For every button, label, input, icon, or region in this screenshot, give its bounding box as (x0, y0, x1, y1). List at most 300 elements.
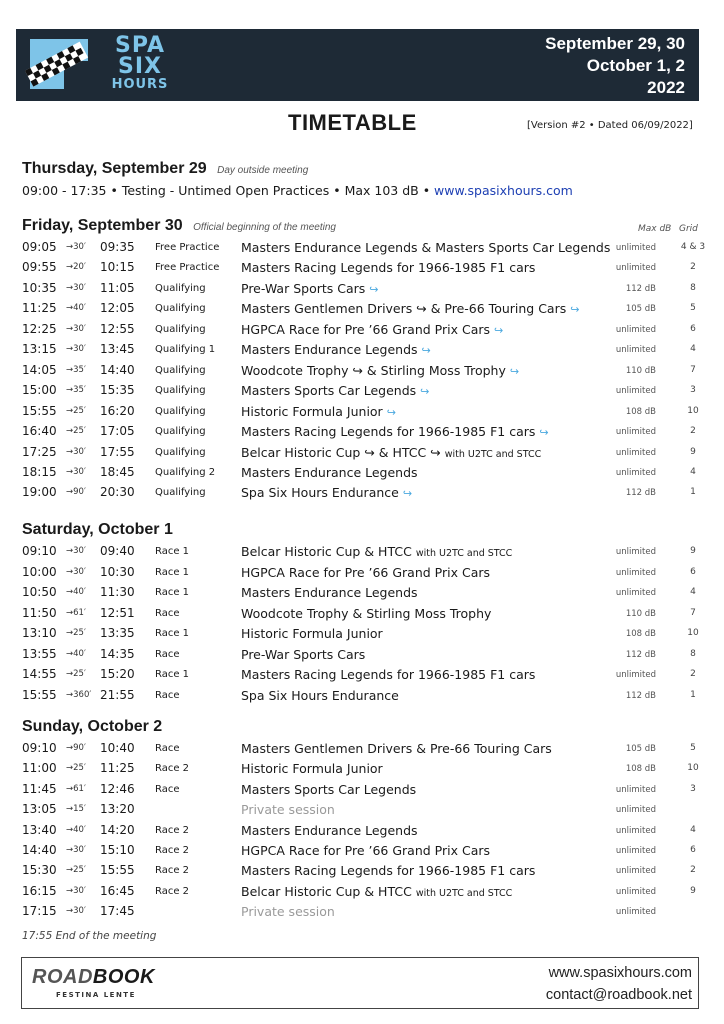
schedule-row (0, 782, 724, 802)
event-subtitle: with U2TC and STCC (444, 448, 542, 460)
event-name (241, 240, 610, 255)
session-type: Race 1 (155, 546, 190, 557)
day-name: Sunday, October 2 (22, 718, 163, 735)
session-type: Race 1 (155, 669, 190, 680)
event-name (241, 585, 418, 600)
start-time: 14:40 (22, 843, 57, 857)
session-type: Qualifying (155, 426, 206, 438)
grid-number: 6 (690, 323, 696, 334)
event-name (241, 465, 418, 480)
details-arrow-icon[interactable]: ↪ (509, 364, 520, 378)
version-note: [Version #2 • Dated 06/09/2022] (527, 120, 693, 131)
start-time: 11:00 (22, 761, 57, 776)
details-arrow-icon[interactable]: ↪ (539, 426, 549, 440)
event-title: Spa Six Hours Endurance (241, 485, 399, 501)
max-db: unlimited (615, 886, 656, 897)
duration: →30′ (66, 446, 86, 457)
end-time: 18:45 (100, 464, 135, 479)
roadbook-logo (32, 966, 155, 989)
logo-line-3: HOURS (111, 77, 169, 92)
end-time: 21:55 (100, 687, 135, 702)
website-link[interactable]: www.spasixhours.com (434, 183, 573, 198)
max-db: unlimited (615, 866, 656, 877)
event-name (241, 485, 412, 500)
thursday-info-text: 09:00 - 17:35 • Testing - Untimed Open Practices • Max 103 dB • (22, 183, 435, 198)
event-name (241, 544, 512, 559)
grid-number: 1 (690, 689, 696, 700)
session-type: Qualifying (155, 323, 206, 335)
day-note: Official beginning of the meeting (193, 222, 336, 233)
duration: →35′ (66, 364, 86, 375)
grid-number: 10 (687, 763, 699, 774)
max-db: unlimited (615, 588, 656, 598)
duration: →61′ (66, 783, 86, 794)
roadbook-logo-prefix: ROAD (32, 966, 93, 988)
event-name (241, 904, 335, 919)
grid-number: 6 (690, 566, 696, 577)
event-name (241, 667, 535, 682)
end-time: 13:45 (100, 342, 135, 357)
session-type: Qualifying (155, 405, 206, 417)
start-time: 15:55 (22, 687, 57, 702)
grid-number: 2 (690, 262, 696, 273)
event-name (241, 281, 379, 296)
event-name (241, 363, 519, 378)
duration: →25′ (66, 426, 86, 437)
end-time: 13:20 (100, 802, 135, 817)
end-time: 15:55 (100, 863, 135, 878)
start-time: 15:30 (22, 863, 57, 878)
footer-website-link[interactable]: www.spasixhours.com (548, 965, 692, 981)
event-name (241, 301, 579, 316)
session-type: Qualifying (155, 282, 206, 294)
grid-number: 4 (690, 824, 696, 835)
event-dates (545, 33, 685, 99)
header-banner (16, 29, 699, 101)
max-db: 108 dB (625, 764, 656, 775)
grid-number: 4 (690, 466, 696, 477)
session-type: Race 2 (155, 845, 190, 856)
logo-line-2: SIX (118, 54, 162, 79)
schedule-row (0, 544, 724, 564)
duration: →25′ (66, 763, 86, 774)
end-time: 14:20 (100, 822, 135, 837)
session-type: Qualifying (155, 446, 206, 458)
session-type: Qualifying 1 (155, 344, 216, 356)
end-time: 09:40 (100, 544, 135, 558)
max-db: 108 dB (625, 629, 656, 639)
session-type: Race 1 (155, 566, 190, 578)
max-db: unlimited (615, 567, 656, 578)
end-time: 12:46 (100, 781, 135, 796)
event-title: HGPCA Race for Pre ’66 Grand Prix Cars (241, 843, 490, 858)
grid-number: 2 (690, 669, 696, 679)
max-db: 112 dB (625, 488, 656, 499)
max-db: unlimited (615, 670, 656, 680)
event-name (241, 383, 429, 398)
schedule-row (0, 301, 724, 321)
start-time: 14:55 (22, 667, 57, 681)
event-name (241, 863, 535, 878)
event-title: Spa Six Hours Endurance (241, 687, 399, 703)
end-time: 10:30 (100, 564, 135, 579)
start-time: 13:40 (22, 822, 57, 837)
max-db: unlimited (615, 243, 656, 253)
grid-number: 8 (690, 282, 696, 293)
session-type: Race 2 (155, 885, 190, 897)
grid-number: 2 (690, 865, 696, 876)
max-db: unlimited (615, 427, 656, 438)
event-title: Masters Sports Car Legends (241, 383, 417, 399)
schedule-row (0, 260, 724, 280)
start-time: 13:55 (22, 646, 57, 661)
duration: →30′ (66, 566, 86, 577)
schedule-row (0, 741, 724, 761)
day-name: Saturday, October 1 (22, 521, 173, 538)
grid-number: 5 (690, 743, 696, 753)
end-time: 11:05 (100, 280, 135, 295)
end-time: 12:55 (100, 321, 135, 336)
logo-wordmark (100, 33, 180, 97)
max-db: 110 dB (625, 608, 656, 619)
event-name (241, 342, 431, 357)
session-type: Race (155, 783, 180, 795)
schedule-row (0, 802, 724, 822)
max-db: unlimited (615, 805, 656, 816)
duration: →30′ (66, 906, 86, 917)
max-db: unlimited (615, 907, 656, 918)
session-type: Race 2 (155, 865, 190, 877)
grid-number: 3 (690, 385, 696, 396)
event-title: Masters Endurance Legends (241, 585, 418, 600)
schedule-row (0, 606, 724, 626)
duration: →15′ (66, 804, 86, 815)
end-time: 10:40 (100, 741, 135, 755)
event-title: Woodcote Trophy ↪ & Stirling Moss Trophy (241, 362, 506, 378)
session-type: Race (155, 689, 180, 701)
max-db: 112 dB (625, 690, 656, 701)
grid-number: 4 (690, 587, 696, 597)
session-type: Race 2 (155, 763, 190, 775)
schedule-row (0, 565, 724, 585)
schedule-row (0, 761, 724, 781)
schedule-row (0, 445, 724, 465)
day-heading-sunday (22, 718, 162, 736)
event-name (241, 565, 490, 580)
footer-email-link[interactable]: contact@roadbook.net (545, 987, 692, 1003)
session-type: Race (155, 648, 180, 660)
grid-number: 9 (690, 885, 696, 896)
start-time: 18:15 (22, 464, 57, 479)
schedule-row (0, 465, 724, 485)
checkered-flag-icon (20, 35, 94, 93)
schedule-row (0, 626, 724, 646)
max-db: 112 dB (625, 649, 656, 660)
session-type: Qualifying 2 (155, 466, 216, 478)
session-type: Race 2 (155, 824, 190, 836)
start-time: 15:55 (22, 403, 57, 418)
details-arrow-icon[interactable]: ↪ (369, 282, 379, 296)
grid-number: 6 (690, 845, 696, 855)
event-name (241, 843, 490, 858)
day-heading-thursday (22, 160, 308, 178)
duration: →61′ (66, 607, 86, 618)
day-name: Thursday, September 29 (22, 160, 207, 177)
duration: →40′ (66, 648, 86, 659)
grid-number: 7 (690, 607, 696, 618)
start-time: 17:15 (22, 904, 57, 919)
end-time: 15:35 (100, 383, 135, 398)
event-subtitle: with U2TC and STCC (415, 887, 513, 899)
duration: →20′ (66, 262, 86, 273)
duration: →35′ (66, 385, 86, 396)
roadbook-tagline: FESTINA LENTE (56, 991, 136, 999)
schedule-row (0, 863, 724, 883)
event-title: Masters Gentlemen Drivers ↪ & Pre-66 Touring Cars (241, 301, 567, 317)
event-name (241, 260, 535, 275)
event-name (241, 322, 503, 337)
max-db: unlimited (615, 447, 656, 458)
schedule-row (0, 485, 724, 505)
roadbook-logo-suffix: BOOK (92, 966, 155, 988)
schedule-row (0, 843, 724, 863)
start-time: 09:10 (22, 544, 57, 558)
event-name (241, 802, 335, 817)
start-time: 11:25 (22, 301, 57, 316)
start-time: 13:05 (22, 802, 57, 817)
duration: →90′ (66, 487, 86, 498)
event-title: Belcar Historic Cup & HTCC (241, 883, 412, 899)
session-type: Race 1 (155, 628, 190, 639)
event-title: HGPCA Race for Pre ’66 Grand Prix Cars (241, 321, 490, 337)
end-time: 17:55 (100, 444, 135, 459)
details-arrow-icon[interactable]: ↪ (421, 344, 431, 358)
event-title: Private session (241, 904, 335, 920)
page-title: TIMETABLE (288, 110, 417, 135)
start-time: 14:05 (22, 362, 57, 377)
event-title: Pre-War Sports Cars (241, 280, 366, 296)
duration: →90′ (66, 743, 86, 753)
session-type: Qualifying (155, 364, 206, 376)
duration: →40′ (66, 303, 86, 314)
max-db: unlimited (615, 784, 656, 795)
start-time: 09:10 (22, 741, 57, 755)
end-of-meeting-note: 17:55 End of the meeting (22, 930, 157, 942)
column-header-grid: Grid (679, 224, 698, 234)
duration: →360′ (66, 689, 92, 700)
schedule-row (0, 647, 724, 667)
start-time: 16:40 (22, 424, 57, 439)
grid-number: 4 (690, 344, 696, 355)
event-title: Woodcote Trophy & Stirling Moss Trophy (241, 605, 492, 621)
event-title: HGPCA Race for Pre ’66 Grand Prix Cars (241, 564, 490, 580)
schedule-row (0, 585, 724, 605)
end-time: 16:45 (100, 883, 135, 898)
session-type: Race 1 (155, 587, 190, 598)
end-time: 17:45 (100, 904, 135, 919)
start-time: 13:15 (22, 342, 57, 357)
start-time: 09:05 (22, 240, 57, 254)
max-db: unlimited (615, 263, 656, 274)
session-type: Race (155, 607, 180, 619)
grid-number: 3 (690, 783, 696, 794)
start-time: 10:50 (22, 585, 57, 599)
event-name (241, 884, 512, 899)
schedule-row (0, 240, 724, 260)
schedule-row (0, 342, 724, 362)
duration: →40′ (66, 587, 86, 597)
day-name: Friday, September 30 (22, 217, 183, 234)
end-time: 15:10 (100, 843, 135, 857)
date-line-3: 2022 (647, 78, 685, 97)
start-time: 16:15 (22, 883, 57, 898)
event-name (241, 626, 383, 641)
date-line-1: September 29, 30 (545, 34, 685, 53)
end-time: 17:05 (100, 424, 135, 439)
event-title: Historic Formula Junior (241, 761, 383, 777)
schedule-row (0, 823, 724, 843)
end-time: 14:35 (100, 646, 135, 661)
event-title: Pre-War Sports Cars (241, 646, 366, 662)
event-title: Masters Endurance Legends (241, 822, 418, 838)
max-db: 105 dB (625, 304, 656, 315)
max-db: unlimited (615, 547, 656, 557)
max-db: unlimited (615, 467, 656, 478)
end-time: 11:25 (100, 761, 135, 776)
details-arrow-icon[interactable]: ↪ (402, 487, 413, 501)
event-name (241, 688, 399, 703)
duration: →25′ (66, 865, 86, 876)
start-time: 17:25 (22, 444, 57, 459)
event-title: Belcar Historic Cup & HTCC (241, 544, 412, 559)
grid-number: 10 (687, 628, 699, 638)
grid-number: 1 (690, 487, 696, 498)
schedule-row (0, 383, 724, 403)
spa-six-hours-logo (20, 33, 180, 97)
event-name (241, 424, 549, 439)
duration: →30′ (66, 845, 86, 855)
duration: →25′ (66, 405, 86, 416)
grid-number: 2 (690, 426, 696, 437)
event-title: Masters Endurance Legends (241, 342, 418, 358)
day-note: Day outside meeting (217, 165, 309, 176)
event-title: Masters Racing Legends for 1966-1985 F1 cars (241, 863, 536, 879)
event-title: Private session (241, 802, 335, 818)
start-time: 12:25 (22, 321, 57, 336)
max-db: unlimited (615, 846, 656, 856)
grid-number: 10 (687, 405, 699, 416)
schedule-row (0, 424, 724, 444)
event-name (241, 823, 418, 838)
event-name (241, 445, 541, 460)
schedule-row (0, 322, 724, 342)
duration: →25′ (66, 669, 86, 679)
event-name (241, 606, 491, 621)
max-db: unlimited (615, 345, 656, 356)
event-name (241, 404, 396, 419)
end-time: 11:30 (100, 585, 135, 599)
schedule-row (0, 363, 724, 383)
event-name (241, 782, 416, 797)
event-title: Historic Formula Junior (241, 403, 383, 419)
duration: →25′ (66, 628, 86, 638)
details-arrow-icon[interactable]: ↪ (570, 303, 580, 317)
schedule-row (0, 667, 724, 687)
day-heading-friday (22, 217, 336, 235)
session-type: Qualifying (155, 487, 206, 499)
max-db: unlimited (615, 825, 656, 836)
max-db: 110 dB (625, 365, 656, 376)
start-time: 10:35 (22, 280, 57, 295)
max-db: unlimited (615, 324, 656, 335)
details-arrow-icon[interactable]: ↪ (420, 385, 430, 399)
start-time: 11:45 (22, 781, 57, 796)
logo-line-1: SPA (115, 33, 165, 58)
event-title: Masters Sports Car Legends (241, 781, 417, 797)
end-time: 15:20 (100, 667, 135, 681)
schedule-row (0, 281, 724, 301)
duration: →30′ (66, 344, 86, 355)
event-title: Masters Endurance Legends (241, 464, 418, 480)
duration: →30′ (66, 323, 86, 334)
event-name (241, 741, 552, 756)
start-time: 11:50 (22, 605, 57, 620)
footer-box (21, 957, 699, 1009)
day-heading-saturday (22, 521, 173, 539)
end-time: 16:20 (100, 403, 135, 418)
session-type: Free Practice (155, 262, 220, 274)
end-time: 14:40 (100, 362, 135, 377)
duration: →40′ (66, 824, 86, 835)
schedule-row (0, 904, 724, 924)
details-arrow-icon[interactable]: ↪ (493, 323, 504, 337)
footer-contacts (546, 962, 692, 1006)
duration: →30′ (66, 282, 86, 293)
start-time: 15:00 (22, 383, 57, 398)
event-title: Masters Gentlemen Drivers & Pre-66 Touring Cars (241, 741, 552, 756)
column-header-max-db: Max dB (638, 224, 672, 234)
max-db: unlimited (615, 386, 656, 397)
max-db: 105 dB (625, 744, 656, 754)
max-db: 108 dB (625, 406, 656, 417)
end-time: 09:35 (100, 240, 135, 254)
end-time: 13:35 (100, 626, 135, 640)
event-title: Belcar Historic Cup ↪ & HTCC ↪ (241, 444, 441, 460)
event-title: Masters Racing Legends for 1966-1985 F1 cars (241, 667, 536, 682)
max-db: 112 dB (625, 283, 656, 294)
end-time: 20:30 (100, 485, 135, 500)
date-line-2: October 1, 2 (586, 56, 685, 75)
thursday-info-line (22, 183, 573, 198)
start-time: 10:00 (22, 564, 57, 579)
duration: →30′ (66, 242, 86, 252)
grid-number: 4 & 3 (680, 242, 706, 252)
start-time: 19:00 (22, 485, 57, 500)
details-arrow-icon[interactable]: ↪ (386, 405, 396, 419)
grid-number: 5 (690, 303, 696, 314)
grid-number: 9 (690, 446, 696, 457)
session-type: Race (155, 743, 180, 754)
start-time: 13:10 (22, 626, 57, 640)
start-time: 09:55 (22, 260, 57, 275)
grid-number: 8 (690, 648, 696, 659)
schedule-row (0, 688, 724, 708)
end-time: 10:15 (100, 260, 135, 275)
schedule-row (0, 404, 724, 424)
duration: →30′ (66, 885, 86, 896)
event-subtitle: with U2TC and STCC (415, 548, 513, 559)
session-type: Qualifying (155, 385, 206, 397)
